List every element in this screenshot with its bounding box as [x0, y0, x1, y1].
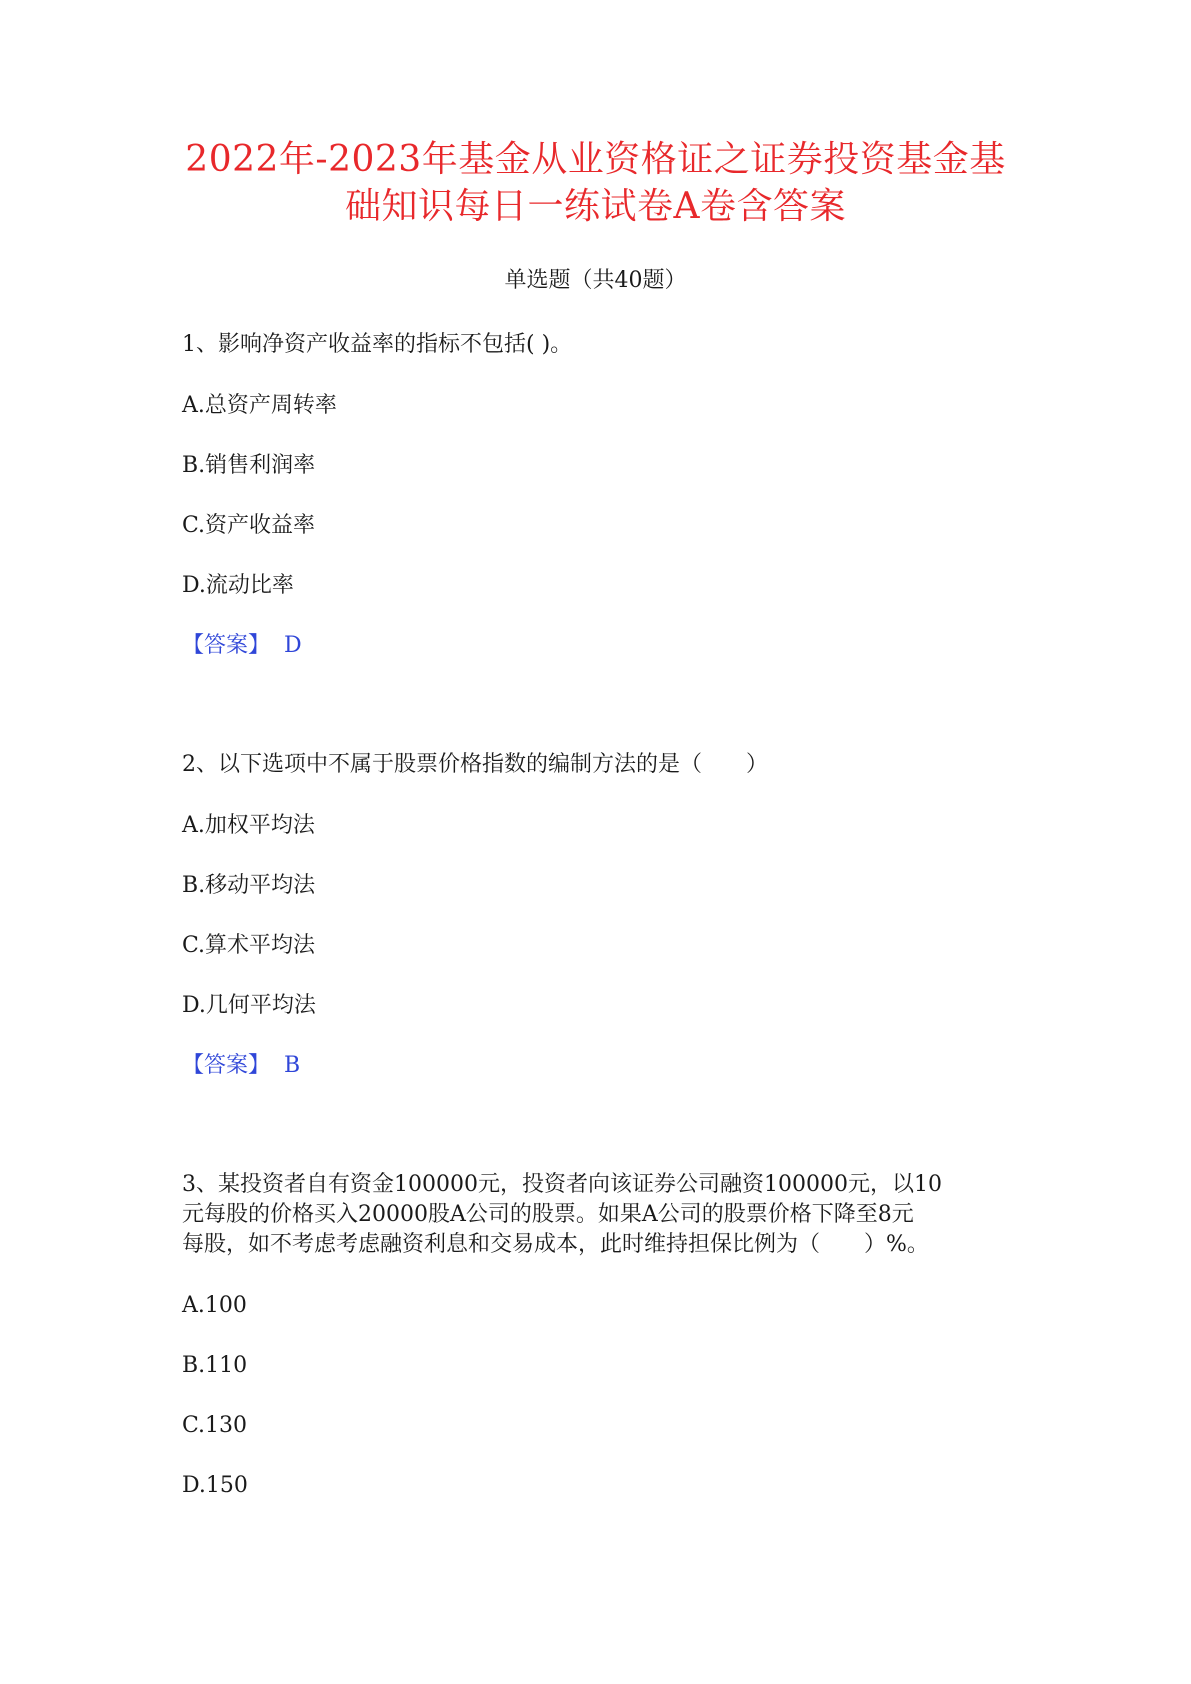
question-1-option-c: C.资产收益率 — [182, 513, 316, 538]
question-2-answer — [182, 1051, 300, 1081]
answer-value: B — [284, 1053, 301, 1078]
question-1-option-b: B.销售利润率 — [182, 453, 316, 478]
question-1-option-d: D.流动比率 — [182, 573, 294, 598]
question-1-answer — [182, 631, 302, 661]
question-1-option-a: A.总资产周转率 — [182, 393, 337, 418]
question-2-option-d: D.几何平均法 — [182, 993, 316, 1018]
answer-value: D — [284, 633, 302, 658]
question-2-option-b: B.移动平均法 — [182, 873, 316, 898]
answer-label: 【答案】 — [182, 1053, 271, 1078]
question-3-option-a: A.100 — [182, 1293, 247, 1318]
section-heading: 单选题（共40题） — [504, 268, 687, 293]
question-2-stem: 2、以下选项中不属于股票价格指数的编制方法的是（ ） — [182, 752, 768, 777]
question-1-stem: 1、影响净资产收益率的指标不包括( )。 — [182, 332, 573, 357]
question-3-stem-line-1: 3、某投资者自有资金100000元，投资者向该证券公司融资100000元，以10 — [182, 1172, 942, 1197]
question-3-stem-line-3: 每股，如不考虑考虑融资利息和交易成本，此时维持担保比例为（ ）%。 — [182, 1232, 929, 1257]
answer-label: 【答案】 — [182, 633, 271, 658]
question-3-stem-line-2: 元每股的价格买入20000股A公司的股票。如果A公司的股票价格下降至8元 — [182, 1202, 914, 1227]
question-2-option-a: A.加权平均法 — [182, 813, 315, 838]
document-title-line-1: 2022年-2023年基金从业资格证之证券投资基金基 — [185, 139, 1006, 180]
question-3-option-d: D.150 — [182, 1473, 248, 1498]
question-2-option-c: C.算术平均法 — [182, 933, 316, 958]
document-title-line-2: 础知识每日一练试卷A卷含答案 — [345, 186, 846, 227]
question-3-option-c: C.130 — [182, 1413, 248, 1438]
question-3-option-b: B.110 — [182, 1353, 248, 1378]
